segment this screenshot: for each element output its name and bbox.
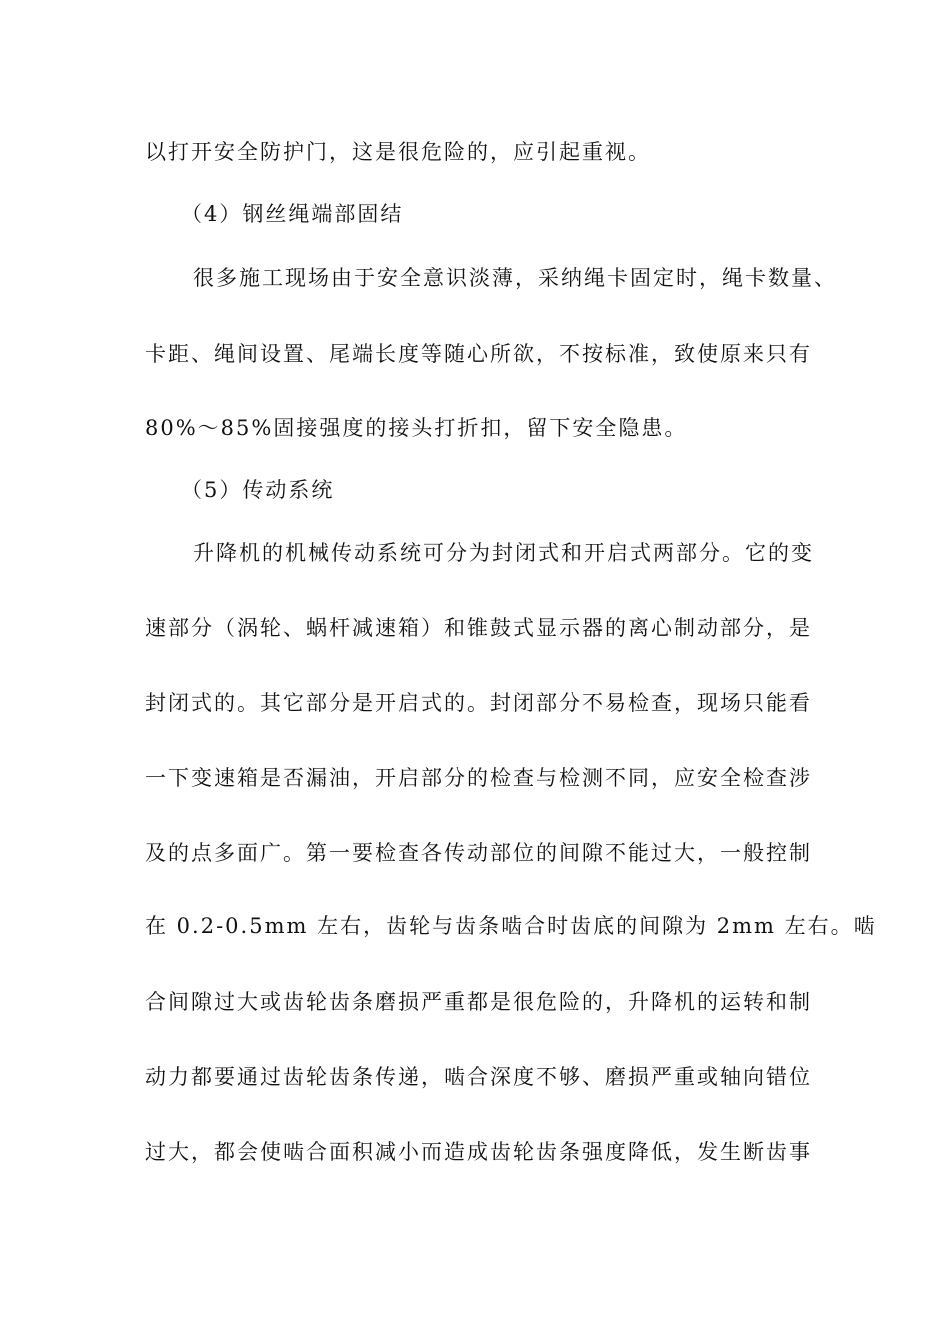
paragraph-line: 合间隙过大或齿轮齿条磨损严重都是很危险的，升降机的运转和制 xyxy=(145,990,812,1014)
paragraph-line: 过大，都会使啮合面积减小而造成齿轮齿条强度降低，发生断齿事 xyxy=(145,1140,812,1164)
paragraph-line: 封闭式的。其它部分是开启式的。封闭部分不易检查，现场只能看 xyxy=(145,691,812,715)
paragraph-line: 动力都要通过齿轮齿条传递，啮合深度不够、磨损严重或轴向错位 xyxy=(145,1065,812,1089)
paragraph-line: 80%～85%固接强度的接头打折扣，留下安全隐患。 xyxy=(145,416,688,440)
paragraph-line: 及的点多面广。第一要检查各传动部位的间隙不能过大，一般控制 xyxy=(145,841,812,865)
paragraph-line: 在 0.2-0.5mm 左右，齿轮与齿条啮合时齿底的间隙为 2mm 左右。啮 xyxy=(145,914,877,938)
section-heading: （4）钢丝绳端部固结 xyxy=(181,202,404,226)
paragraph-line: 很多施工现场由于安全意识淡薄，采纳绳卡固定时，绳卡数量、 xyxy=(193,266,837,290)
paragraph-line: 升降机的机械传动系统可分为封闭式和开启式两部分。它的变 xyxy=(193,541,814,565)
paragraph-line: 以打开安全防护门，这是很危险的，应引起重视。 xyxy=(145,140,651,164)
paragraph-line: 卡距、绳间设置、尾端长度等随心所欲，不按标准，致使原来只有 xyxy=(145,342,812,366)
section-heading: （5）传动系统 xyxy=(181,478,335,502)
paragraph-line: 速部分（涡轮、蜗杆减速箱）和锥鼓式显示器的离心制动部分，是 xyxy=(145,616,812,640)
paragraph-line: 一下变速箱是否漏油，开启部分的检查与检测不同，应安全检查涉 xyxy=(145,766,812,790)
